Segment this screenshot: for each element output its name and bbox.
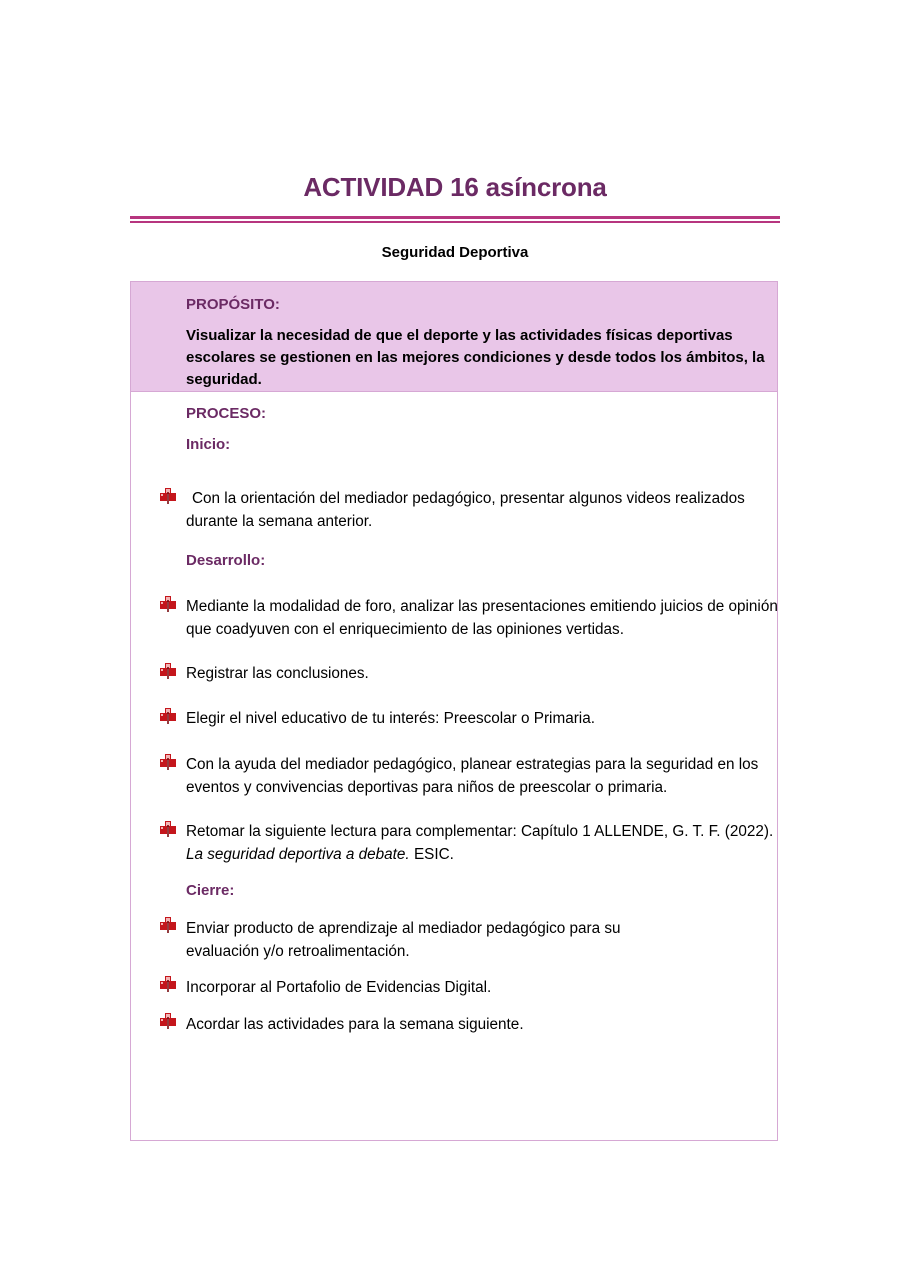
- purpose-label: PROPÓSITO:: [186, 296, 280, 313]
- list-item: Acordar las actividades para la semana siguiente.: [186, 1016, 524, 1033]
- purpose-section: [131, 282, 777, 392]
- title-divider: [130, 216, 780, 224]
- list-item: Incorporar al Portafolio de Evidencias Digital.: [186, 979, 492, 996]
- list-item: Mediante la modalidad de foro, analizar las presentaciones emitiendo juicios de opinión que coadyuven con el enriquecimiento de las opiniones vertidas.: [186, 598, 778, 638]
- reading-prefix: Retomar la siguiente lectura para complementar: Capítulo 1 ALLENDE, G. T. F. (2022).: [186, 823, 774, 840]
- red-cross-bullet-icon: [159, 663, 177, 679]
- red-cross-bullet-icon: [159, 917, 177, 933]
- red-cross-bullet-icon: [159, 708, 177, 724]
- reading-suffix: ESIC.: [413, 846, 454, 863]
- list-item: Registrar las conclusiones.: [186, 665, 369, 682]
- list-item: Enviar producto de aprendizaje al mediador pedagógico para su evaluación y/o retroalimentación.: [186, 920, 621, 960]
- red-cross-bullet-icon: [159, 976, 177, 992]
- closing-label: Cierre:: [186, 882, 235, 899]
- list-item: Elegir el nivel educativo de tu interés: Preescolar o Primaria.: [186, 710, 595, 727]
- red-cross-bullet-icon: [159, 596, 177, 612]
- red-cross-bullet-icon: [159, 1013, 177, 1029]
- red-cross-bullet-icon: [159, 488, 177, 504]
- red-cross-bullet-icon: [159, 754, 177, 770]
- reading-list-item: [186, 820, 778, 866]
- red-cross-bullet-icon: [159, 821, 177, 837]
- page-subtitle: Seguridad Deportiva: [381, 244, 529, 261]
- reading-book-title: La seguridad deportiva a debate.: [186, 846, 410, 863]
- list-item: Con la ayuda del mediador pedagógico, planear estrategias para la seguridad en los eventos y convivencias deportivas para niños de preescolar o primaria.: [186, 756, 759, 796]
- list-item: Con la orientación del mediador pedagógico, presentar algunos videos realizados durante la semana anterior.: [186, 490, 745, 530]
- page-title: ACTIVIDAD 16 asíncrona: [303, 172, 607, 202]
- development-label: Desarrollo:: [186, 552, 266, 569]
- start-label: Inicio:: [186, 436, 231, 453]
- purpose-text: Visualizar la necesidad de que el deporte y las actividades físicas deportivas escolares se gestionen en las mejores condiciones y desde todos los ámbitos, la seguridad.: [186, 327, 765, 388]
- activity-box: [130, 281, 778, 1141]
- process-label: PROCESO:: [186, 405, 267, 422]
